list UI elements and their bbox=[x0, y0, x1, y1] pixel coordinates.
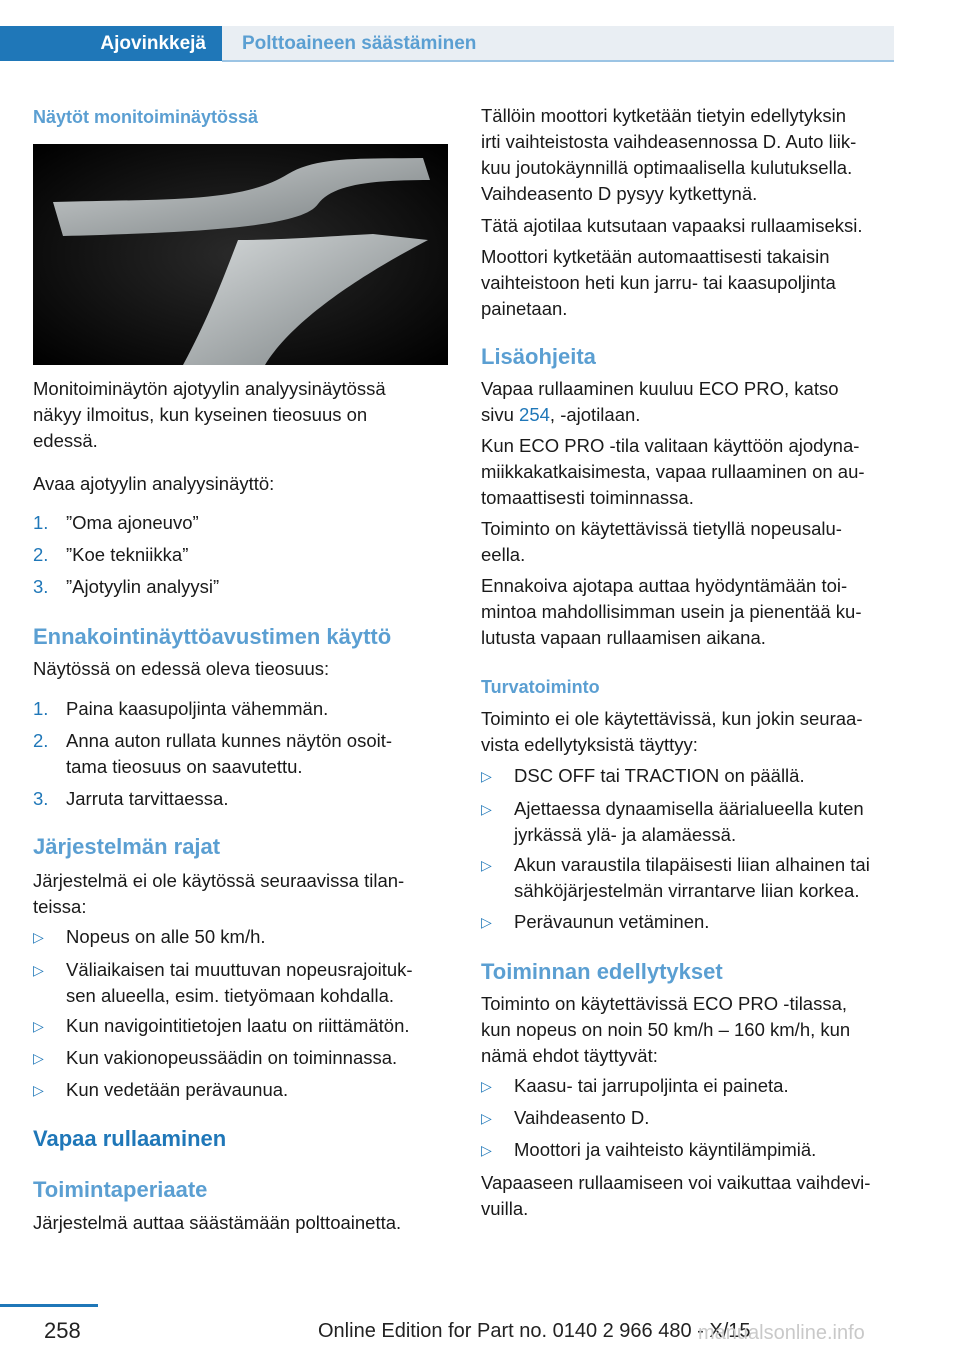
list-item: 3. Jarruta tarvittaessa. bbox=[33, 788, 229, 809]
anticipatory-paragraph: Ennakoiva ajotapa auttaa hyödyntämään toi- mintoa mahdollisimman usein ja pienentää ku- lutusta vapaan rullaamisen aikana. bbox=[481, 575, 862, 648]
triangle-right-outline-icon: ▷ bbox=[481, 857, 492, 873]
list-item: 2. Anna auton rullata kunnes näytön osoit- tama tieosuus on saavutettu. bbox=[33, 730, 393, 777]
conditions-heading: Toiminnan edellytykset bbox=[481, 959, 723, 984]
triangle-right-outline-icon: ▷ bbox=[481, 1110, 492, 1126]
list-item: ▷ Kaasu- tai jarrupoljinta ei paineta. bbox=[481, 1073, 899, 1099]
assistant-intro: Näytössä on edessä oleva tieosuus: bbox=[33, 658, 330, 679]
triangle-right-outline-icon: ▷ bbox=[481, 768, 492, 784]
list-item: ▷ Kun vedetään perävaunua. bbox=[33, 1077, 453, 1103]
list-item: ▷ Kun navigointitietojen laatu on riittämätön. bbox=[33, 1013, 453, 1039]
page-number: 258 bbox=[44, 1318, 81, 1343]
assistant-heading: Ennakointinäyttöavustimen käyttö bbox=[33, 624, 392, 649]
section-tab: Ajovinkkejä bbox=[0, 26, 222, 61]
safety-intro: Toiminto ei ole käytettävissä, kun jokin seuraa- vista edellytyksistä täyttyy: bbox=[481, 708, 863, 755]
list-item: 1. ”Oma ajoneuvo” bbox=[33, 512, 199, 533]
triangle-right-outline-icon: ▷ bbox=[481, 1078, 492, 1094]
coasting-mode-text: Tätä ajotilaa kutsutaan vapaaksi rullaamiseksi. bbox=[481, 215, 863, 236]
conditions-intro: Toiminto on käytettävissä ECO PRO -tilassa, kun nopeus on noin 50 km/h – 160 km/h, kun nämä ehdot täyttyvät: bbox=[481, 993, 851, 1066]
list-item: 3. ”Ajotyylin analyysi” bbox=[33, 576, 220, 597]
list-item: ▷ Vaihdeasento D. bbox=[481, 1105, 899, 1131]
list-item: ▷ Ajettaessa dynaamisella äärialueella kuten jyrkässä ylä- ja alamäessä. bbox=[481, 796, 899, 848]
left-column bbox=[33, 0, 453, 1362]
safety-heading: Turvatoiminto bbox=[481, 677, 600, 697]
eco-pro-paragraph: Kun ECO PRO -tila valitaan käyttöön ajodyna- miikkakatkaisimesta, vapaa rullaaminen on au- tomaattisesti toiminnassa. bbox=[481, 435, 865, 508]
coasting-heading: Vapaa rullaaminen bbox=[33, 1126, 227, 1151]
list-item: ▷ DSC OFF tai TRACTION on päällä. bbox=[481, 763, 899, 789]
list-item: 1. Paina kaasupoljinta vähemmän. bbox=[33, 698, 329, 719]
reengage-paragraph: Moottori kytketään automaattisesti takaisin vaihteistoon heti kun jarru- tai kaasupoljinta painetaan. bbox=[481, 246, 836, 319]
limits-heading: Järjestelmän rajat bbox=[33, 834, 221, 859]
watermark: manualsonline.info bbox=[698, 1322, 865, 1344]
list-item: ▷ Moottori ja vaihteisto käyntilämpimiä. bbox=[481, 1137, 899, 1163]
triangle-right-outline-icon: ▷ bbox=[33, 1082, 44, 1098]
principle-heading: Toimintaperiaate bbox=[33, 1177, 208, 1202]
more-info-heading: Lisäohjeita bbox=[481, 344, 596, 369]
right-column bbox=[481, 0, 899, 1362]
triangle-right-outline-icon: ▷ bbox=[33, 1018, 44, 1034]
display-road-image bbox=[33, 144, 448, 365]
list-item: 2. ”Koe tekniikka” bbox=[33, 544, 189, 565]
open-analysis-text: Avaa ajotyylin analyysinäyttö: bbox=[33, 473, 275, 494]
triangle-right-outline-icon: ▷ bbox=[481, 801, 492, 817]
triangle-right-outline-icon: ▷ bbox=[481, 1142, 492, 1158]
footer-rule bbox=[0, 1304, 98, 1307]
limits-intro: Järjestelmä ei ole käytössä seuraavissa tilan- teissa: bbox=[33, 870, 405, 917]
edition-text: Online Edition for Part no. 0140 2 966 480 - X/15 bbox=[318, 1320, 751, 1342]
chapter-tab: Polttoaineen säästäminen bbox=[222, 26, 894, 61]
final-paragraph: Vapaaseen rullaamiseen voi vaikuttaa vaihdevi- vuilla. bbox=[481, 1172, 871, 1219]
page-link[interactable]: 254 bbox=[519, 404, 550, 425]
displays-heading: Näytöt monitoiminäytössä bbox=[33, 107, 259, 127]
speed-range-paragraph: Toiminto on käytettävissä tietyllä nopeusalu- eella. bbox=[481, 518, 842, 565]
triangle-right-outline-icon: ▷ bbox=[33, 929, 44, 945]
principle-text: Järjestelmä auttaa säästämään polttoainetta. bbox=[33, 1212, 402, 1233]
list-item: ▷ Akun varaustila tilapäisesti liian alhainen tai sähköjärjestelmän virrantarve liian korkea. bbox=[481, 852, 899, 904]
triangle-right-outline-icon: ▷ bbox=[33, 1050, 44, 1066]
triangle-right-outline-icon: ▷ bbox=[33, 962, 44, 978]
list-item: ▷ Nopeus on alle 50 km/h. bbox=[33, 924, 453, 950]
list-item: ▷ Perävaunun vetäminen. bbox=[481, 909, 899, 935]
intro-paragraph: Tällöin moottori kytketään tietyin edellytyksin irti vaihteistosta vaihdeasennossa D. Auto liik- kuu joutokäynnillä optimaalisella kulutuksella. Vaihdeasento D pysyy kytkettynä. bbox=[481, 105, 857, 204]
image-caption: Monitoiminäytön ajotyylin analyysinäytössä näkyy ilmoitus, kun kyseinen tieosuus on edessä. bbox=[33, 378, 386, 451]
more-info-paragraph: Vapaa rullaaminen kuuluu ECO PRO, katso sivu 254, -ajotilaan. bbox=[481, 378, 839, 425]
list-item: ▷ Kun vakionopeussäädin on toiminnassa. bbox=[33, 1045, 453, 1071]
triangle-right-outline-icon: ▷ bbox=[481, 914, 492, 930]
list-item: ▷ Väliaikaisen tai muuttuvan nopeusrajoituk- sen alueella, esim. tietyömaan kohdalla. bbox=[33, 957, 453, 1009]
